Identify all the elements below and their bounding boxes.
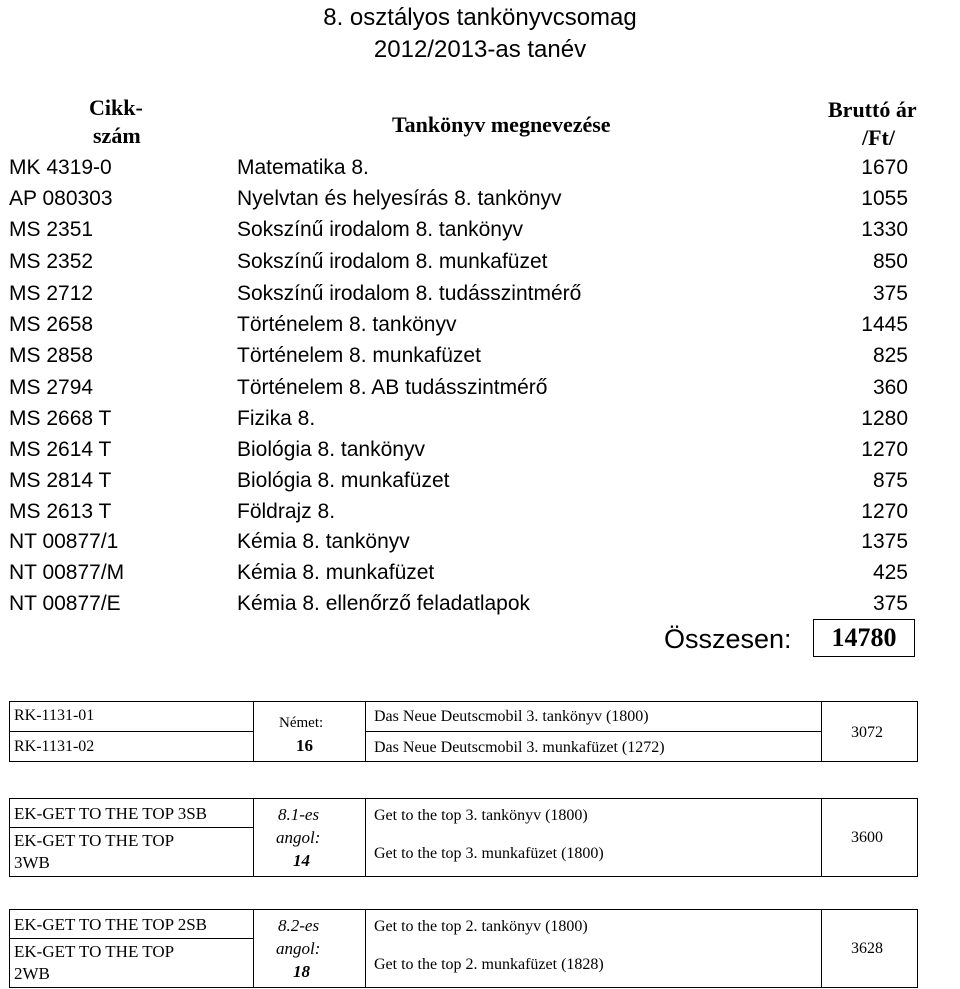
package-price: 3600	[851, 829, 883, 846]
package-code: EK-GET TO THE TOP	[14, 942, 175, 961]
package-group-label: Német:	[279, 715, 324, 731]
row-name: Kémia 8. munkafüzet	[237, 561, 435, 584]
row-code: MS 2794	[9, 376, 94, 399]
row-name: Sokszínű irodalom 8. munkafüzet	[237, 250, 548, 273]
package-code: EK-GET TO THE TOP	[14, 831, 175, 850]
row-code: MS 2351	[9, 218, 94, 241]
package-group-label: 8.2-es	[278, 916, 320, 935]
table-row	[0, 279, 960, 309]
table-row	[0, 589, 960, 619]
row-name: Földrajz 8.	[237, 500, 336, 523]
divider	[821, 909, 822, 988]
row-name: Biológia 8. munkafüzet	[237, 469, 450, 492]
row-name: Kémia 8. tankönyv	[237, 530, 410, 553]
row-code: MS 2658	[9, 313, 94, 336]
table-row	[0, 310, 960, 340]
divider	[821, 701, 822, 762]
row-code: MS 2814 T	[9, 469, 112, 492]
package-code: EK-GET TO THE TOP 2SB	[14, 915, 208, 934]
table-row	[0, 153, 960, 183]
package-item: Get to the top 3. munkafüzet (1800)	[374, 845, 604, 862]
row-code: MS 2613 T	[9, 500, 112, 523]
row-name: Történelem 8. munkafüzet	[237, 344, 481, 367]
row-price: 1445	[861, 313, 908, 336]
col-header-price-line2: /Ft/	[862, 125, 895, 150]
row-price: 1330	[861, 218, 908, 241]
divider	[821, 798, 822, 877]
table-row	[0, 558, 960, 588]
row-name: Történelem 8. AB tudásszintmérő	[237, 376, 548, 399]
row-name: Sokszínű irodalom 8. tankönyv	[237, 218, 523, 241]
row-price: 825	[872, 344, 908, 367]
col-header-name: Tankönyv megnevezése	[392, 112, 611, 137]
row-code: MS 2858	[9, 344, 94, 367]
table-row	[0, 184, 960, 214]
package-group-number: 18	[293, 962, 310, 981]
col-header-code-line1: Cikk-	[89, 95, 143, 120]
row-price: 1670	[861, 156, 908, 179]
package-item: Get to the top 3. tankönyv (1800)	[374, 807, 588, 824]
row-price: 425	[872, 561, 908, 584]
table-row	[0, 404, 960, 434]
row-code: AP 080303	[9, 187, 113, 210]
row-name: Történelem 8. tankönyv	[237, 313, 457, 336]
row-price: 1270	[861, 438, 908, 461]
package-price: 3628	[851, 940, 883, 957]
row-price: 375	[872, 282, 908, 305]
row-name: Nyelvtan és helyesírás 8. tankönyv	[237, 187, 562, 210]
row-code: NT 00877/1	[9, 530, 119, 553]
package-group-label: 8.1-es	[278, 805, 320, 824]
divider	[253, 701, 254, 762]
row-price: 875	[872, 469, 908, 492]
row-price: 375	[872, 592, 908, 615]
package-code: EK-GET TO THE TOP 3SB	[14, 804, 208, 823]
divider	[365, 731, 821, 732]
row-code: MS 2352	[9, 250, 94, 273]
divider	[365, 909, 366, 988]
package-code: 3WB	[14, 853, 50, 872]
row-name: Biológia 8. tankönyv	[237, 438, 425, 461]
divider	[365, 798, 366, 877]
table-row	[0, 435, 960, 465]
page-title: 8. osztályos tankönyvcsomag	[323, 4, 637, 31]
package-item: Get to the top 2. munkafüzet (1828)	[374, 956, 604, 973]
row-price: 360	[872, 376, 908, 399]
row-name: Sokszínű irodalom 8. tudásszintmérő	[237, 282, 582, 305]
col-header-price-line1: Bruttó ár	[828, 97, 917, 122]
table-row	[0, 247, 960, 277]
package-code: 2WB	[14, 964, 50, 983]
row-name: Fizika 8.	[237, 407, 316, 430]
row-code: NT 00877/E	[9, 592, 121, 615]
row-price: 1280	[861, 407, 908, 430]
total-label: Összesen:	[664, 624, 792, 654]
total-value: 14780	[813, 619, 915, 657]
package-item: Das Neue Deutscmobil 3. tankönyv (1800)	[374, 708, 649, 725]
table-row	[0, 373, 960, 403]
row-code: MS 2712	[9, 282, 94, 305]
divider	[9, 827, 253, 828]
divider	[253, 909, 254, 988]
package-group-number: 14	[293, 851, 310, 870]
row-code: MS 2668 T	[9, 407, 112, 430]
page-subtitle: 2012/2013-as tanév	[373, 36, 587, 63]
row-name: Kémia 8. ellenőrző feladatlapok	[237, 592, 531, 615]
row-price: 850	[872, 250, 908, 273]
divider	[253, 798, 254, 877]
row-price: 1270	[861, 500, 908, 523]
divider	[9, 731, 253, 732]
package-code: RK-1131-02	[14, 738, 95, 755]
package-group-number: 16	[296, 736, 313, 755]
package-price: 3072	[851, 724, 883, 741]
table-row	[0, 215, 960, 245]
row-code: MK 4319-0	[9, 156, 112, 179]
package-group-label: angol:	[276, 828, 321, 847]
package-code: RK-1131-01	[14, 707, 95, 724]
table-row	[0, 497, 960, 527]
table-row	[0, 341, 960, 371]
row-code: NT 00877/M	[9, 561, 125, 584]
row-price: 1375	[861, 530, 908, 553]
row-name: Matematika 8.	[237, 156, 369, 179]
package-item: Das Neue Deutscmobil 3. munkafüzet (1272)	[374, 739, 665, 756]
col-header-code-line2: szám	[93, 123, 141, 148]
row-code: MS 2614 T	[9, 438, 112, 461]
table-row	[0, 527, 960, 557]
package-group-label: angol:	[276, 939, 321, 958]
package-item: Get to the top 2. tankönyv (1800)	[374, 918, 588, 935]
divider	[9, 938, 253, 939]
table-row	[0, 466, 960, 496]
row-price: 1055	[861, 187, 908, 210]
